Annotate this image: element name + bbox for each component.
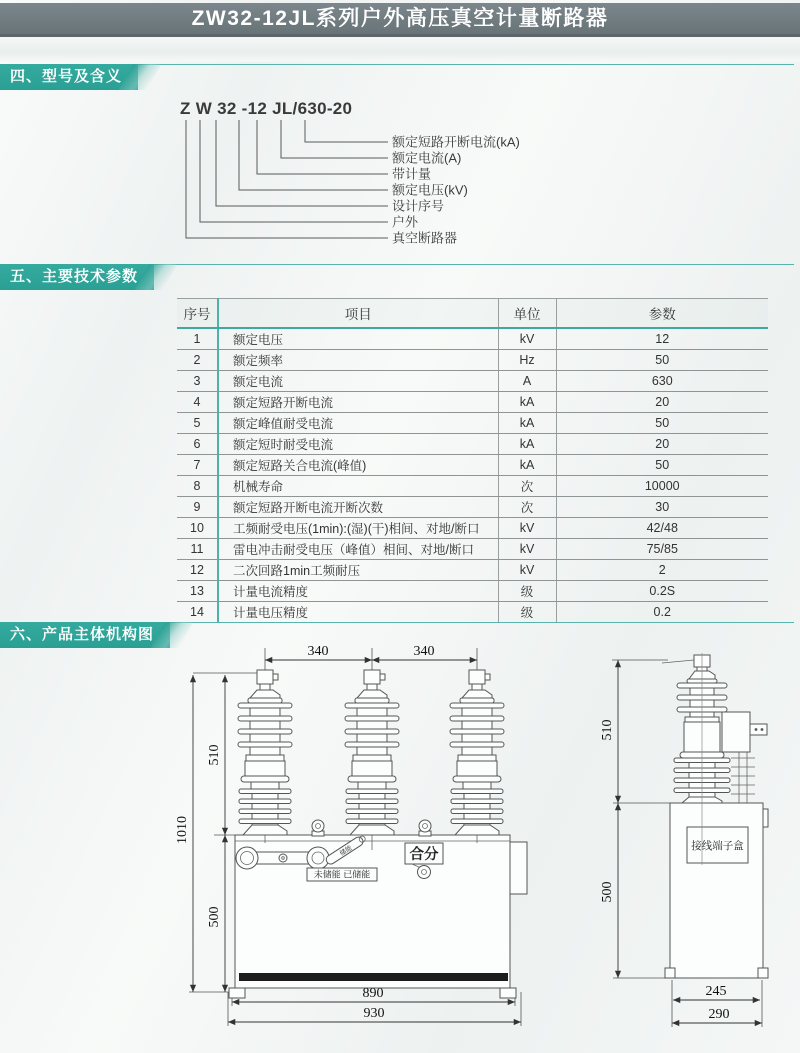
cell-unit: kV [498,518,556,539]
cell-unit: kV [498,560,556,581]
cell-item: 额定电压 [218,328,498,350]
cell-value: 20 [556,392,768,413]
insulator-front-center [345,670,399,835]
mounting-foot [758,968,768,978]
cell-value: 50 [556,455,768,476]
cell-unit: kA [498,392,556,413]
cell-item: 二次回路1min工频耐压 [218,560,498,581]
cell-seq: 8 [177,476,218,497]
cell-item: 额定短时耐受电流 [218,434,498,455]
cell-unit: A [498,371,556,392]
table-header-row [177,299,768,329]
table-row [177,371,768,392]
dim-total-height: 1010 [175,816,190,844]
cell-unit: 次 [498,476,556,497]
model-label-outdoor: 户外 [392,214,419,230]
column-header-unit: 单位 [498,299,556,329]
dim-overall-width: 930 [363,1006,385,1021]
dim-insulator-height-side: 510 [600,719,615,741]
cell-seq: 13 [177,581,218,602]
model-label-rated-voltage: 额定电压(kV) [392,182,468,198]
cell-unit: kV [498,539,556,560]
table-row [177,350,768,371]
mounting-foot [665,968,675,978]
dim-mount-width: 890 [362,986,384,1001]
cell-seq: 11 [177,539,218,560]
open-close-label: 合分 [409,847,439,863]
side-view [600,653,768,1027]
cell-value: 0.2 [556,602,768,623]
section5-heading: 五、主要技术参数 [0,264,154,290]
page-title: ZW32-12JL系列户外高压真空计量断路器 [0,3,800,37]
cell-value: 630 [556,371,768,392]
cell-value: 50 [556,350,768,371]
cell-value: 75/85 [556,539,768,560]
cell-seq: 6 [177,434,218,455]
cell-value: 12 [556,328,768,350]
cell-seq: 7 [177,455,218,476]
cell-unit: kA [498,413,556,434]
cell-value: 42/48 [556,518,768,539]
dim-box-height-side: 500 [600,881,615,903]
column-header-item: 项目 [218,299,498,329]
cell-seq: 12 [177,560,218,581]
cell-seq: 14 [177,602,218,623]
cell-value: 50 [556,413,768,434]
table-row [177,539,768,560]
table-row [177,328,768,350]
cell-item: 额定峰值耐受电流 [218,413,498,434]
model-diagram [170,98,630,253]
cell-unit: kA [498,434,556,455]
parameters-table [177,298,768,623]
table-row [177,413,768,434]
front-view [175,644,527,1026]
dim-box-height-front: 500 [207,906,222,928]
cell-seq: 9 [177,497,218,518]
dim-mount-depth: 245 [705,984,727,999]
cell-value: 30 [556,497,768,518]
cell-unit: 级 [498,602,556,623]
insulator-front-left [238,670,292,835]
model-code: Z W 32 -12 JL/630-20 [180,99,353,118]
table-row [177,392,768,413]
base-strip [239,973,508,981]
model-label-rated-current: 额定电流(A) [392,150,462,166]
table-row [177,434,768,455]
column-header-value: 参数 [556,299,768,329]
cell-item: 额定短路关合电流(峰值) [218,455,498,476]
terminal-box-label: 接线端子盒 [691,840,744,852]
cell-unit: kV [498,328,556,350]
cell-item: 雷电冲击耐受电压（峰值）相间、对地/断口 [218,539,498,560]
model-label-breaking-current: 额定短路开断电流(kA) [392,134,520,150]
cell-item: 计量电流精度 [218,581,498,602]
side-panel [510,842,527,894]
section6-heading: 六、产品主体机构图 [0,622,170,648]
flexible-conduit [731,752,755,803]
model-label-design-serial: 设计序号 [392,198,445,214]
table-row [177,497,768,518]
cell-unit: Hz [498,350,556,371]
mounting-foot [500,988,516,998]
insulator-front-right [450,670,504,835]
cell-seq: 2 [177,350,218,371]
cell-value: 2 [556,560,768,581]
cell-seq: 10 [177,518,218,539]
table-row [177,581,768,602]
table-row [177,602,768,623]
table-row [177,518,768,539]
structure-drawings [0,640,800,1050]
open-close-button [418,866,431,879]
dim-phase-spacing-right: 340 [413,644,435,659]
title-underband [0,37,800,62]
cell-value: 10000 [556,476,768,497]
table-row [177,476,768,497]
lifting-lug [419,820,431,836]
lifting-lug [312,820,324,836]
cell-unit: 级 [498,581,556,602]
cell-item: 机械寿命 [218,476,498,497]
cell-value: 0.2S [556,581,768,602]
sensor-box [722,712,767,752]
model-label-vcb: 真空断路器 [392,230,458,246]
cell-seq: 3 [177,371,218,392]
table-row [177,455,768,476]
cell-unit: kA [498,455,556,476]
cell-item: 工频耐受电压(1min):(湿)(干)相间、对地/断口 [218,518,498,539]
model-callout-lines [186,120,388,238]
mounting-foot [229,988,245,998]
cell-value: 20 [556,434,768,455]
cell-seq: 1 [177,328,218,350]
cell-item: 额定短路开断电流 [218,392,498,413]
cell-seq: 5 [177,413,218,434]
dim-overall-depth: 290 [708,1007,730,1022]
charge-state-label: 未储能 已储能 [313,869,371,880]
cell-item: 额定短路开断电流开断次数 [218,497,498,518]
energy-lever-label: 储能 [338,844,354,858]
section4-heading: 四、型号及含义 [0,64,138,90]
column-header-seq: 序号 [177,299,218,329]
cell-item: 计量电压精度 [218,602,498,623]
dim-phase-spacing-left: 340 [307,644,329,659]
cell-item: 额定电流 [218,371,498,392]
cell-unit: 次 [498,497,556,518]
cell-seq: 4 [177,392,218,413]
dim-insulator-height-front: 510 [207,744,222,766]
table-row [177,560,768,581]
cell-item: 额定频率 [218,350,498,371]
model-label-metering: 带计量 [392,166,432,182]
